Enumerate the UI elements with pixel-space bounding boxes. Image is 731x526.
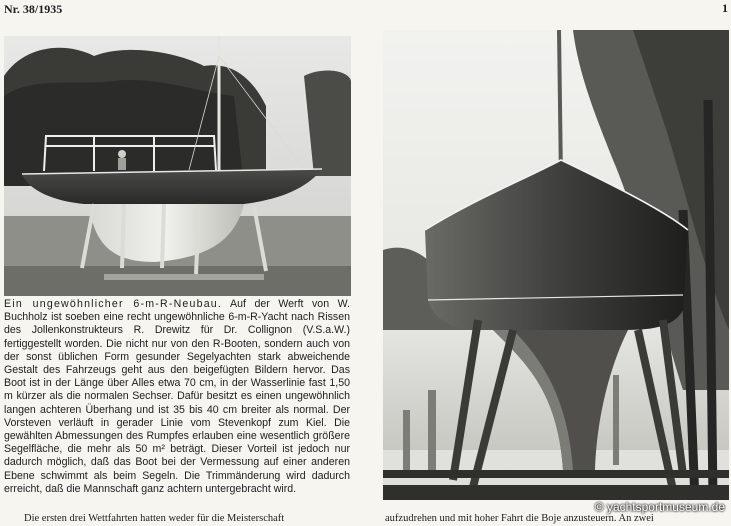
issue-number: Nr. 38/1935 xyxy=(4,2,63,16)
article-continuation-left: Die ersten drei Wettfahrten hatten weder für die Meisterschaft xyxy=(24,513,285,524)
caption-lead: Ein ungewöhnlicher 6-m-R-Neubau. xyxy=(4,298,223,310)
article-continuation-right: aufzudrehen und mit hoher Fahrt die Boje anzusteuern. An zwei xyxy=(385,513,654,524)
watermark: © yachtsportmuseum.de xyxy=(594,500,725,514)
page-number: 1 xyxy=(722,1,728,15)
photo-yacht-side-view xyxy=(4,36,351,296)
article-caption xyxy=(4,298,350,496)
photo-yacht-bow-view xyxy=(383,30,729,500)
caption-body: Auf der Werft von W. Buchholz ist soeben eine recht ungewöhnliche 6-m-R-Yacht nach Rissen des Jollenkonstrukteurs R. Drewitz für Dr. Collignon (V.S.a.W.) fertiggestellt worden. Die nicht nur von den R-Booten, sondern auch von der sonst üblichen Form gesunder Segelyachten stark abweichende Gestalt des Fahrzeugs geht aus den beigefügten Bildern hervor. Das Boot ist in der Länge über Alles etwa 70 cm, in der Wasserlinie fast 1,50 m kürzer als die normalen Sechser. Dafür besitzt es einen ungewöhnlich langen achteren Überhang und ist 35 bis 40 cm breiter als normal. Der Vorsteven verläuft in gerader Linie vom Stevenkopf zum Kiel. Die gewählten Abmessungen des Rumpfes erlauben eine wesentlich größere Segelfläche, die mehr als 50 m² beträgt. Dieser Vorteil ist jedoch nur dadurch möglich, daß das Boot bei der Vermessung auf einer anderen Ebene schwimmt als beim Segeln. Die Trimmänderung wird dadurch erreicht, daß die Mannschaft ganz achtern untergebracht wird. xyxy=(4,298,350,495)
